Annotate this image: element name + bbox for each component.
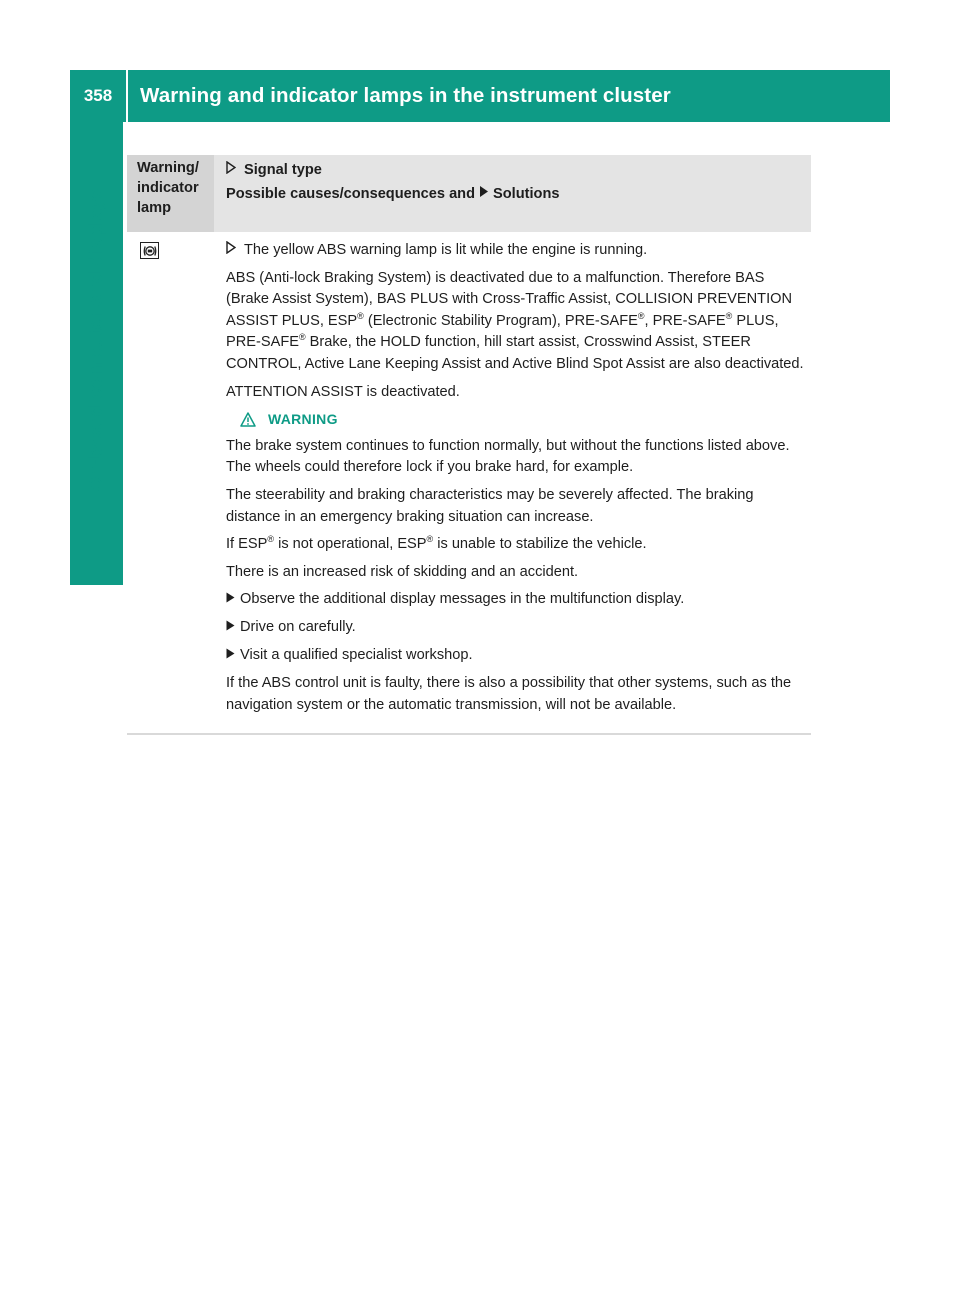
cause-text: (Electronic Stability Program), PRE-SAFE [363,312,638,329]
action-step [226,589,811,611]
cause-text: Brake, the HOLD function, hill start assist, Crosswind Assist, STEER CONTROL, Active Lane Keeping Assist and Active Blind Spot Assist are also deactivated. [226,334,804,372]
warning-text-part: If ESP [226,536,268,553]
registered-mark: ® [357,310,364,321]
signal-description [226,240,811,262]
cause-paragraph [226,268,811,376]
registered-mark: ® [426,534,434,545]
signal-type-label: Signal type [244,162,322,178]
solid-triangle-icon [479,186,489,201]
chapter-label: On-board computer and displays [86,188,107,492]
registered-mark: ® [298,332,306,343]
column-header-signal [214,155,811,232]
cause-text: , PRE-SAFE [644,312,726,329]
action-step-text: Visit a qualified specialist workshop. [240,647,473,664]
warning-text: There is an increased risk of skidding and an accident. [226,563,579,580]
warning-triangle-icon [240,412,256,427]
warning-text: The steerability and braking characteristics may be severely affected. The braking distance in an emergency braking situation can increase. [226,487,754,525]
table-header [127,155,811,232]
warning-heading [226,409,811,430]
warning-text-part: is unable to stabilize the vehicle. [433,536,647,553]
causes-label: Possible causes/consequences and [226,185,476,202]
cause-text: PLUS, PRE-SAFE [226,312,779,351]
column-header-lamp: Warning/ indicator lamp [127,155,214,232]
page-header [70,70,890,122]
outline-triangle-icon [226,240,240,262]
warning-text [226,534,811,556]
registered-mark: ® [637,310,645,321]
action-arrow-icon [226,645,240,667]
warning-label: WARNING [268,411,338,428]
lamp-cell [127,232,214,723]
action-step-text: Observe the additional display messages in the multifunction display. [240,591,685,608]
abs-lamp-icon [140,242,159,259]
table-row [127,232,811,735]
attention-assist-note: ATTENTION ASSIST is deactivated. [226,383,460,400]
warning-lamp-table [127,155,811,735]
cause-text: ABS (Anti-lock Braking System) is deactivated due to a malfunction. Therefore BAS (Brake Assist System), BAS PLUS with Cross-Traffic Assist, COLLISION PREVENTION ASSIST PLUS, ESP [226,269,793,329]
warning-text: The brake system continues to function normally, but without the functions listed above. The wheels could therefore lock if you brake hard, for example. [226,437,790,476]
action-step [226,645,811,667]
description-cell [214,232,811,723]
warning-text-part: is not operational, ESP [274,536,427,553]
page-number: 358 [83,86,113,105]
outline-triangle-icon [226,160,240,182]
action-step-text: Drive on carefully. [240,619,356,636]
registered-mark: ® [725,310,733,321]
signal-text: The yellow ABS warning lamp is lit while the engine is running. [244,242,648,258]
registered-mark: ® [267,534,275,545]
solutions-label: Solutions [493,185,560,202]
footer-note: If the ABS control unit is faulty, there is also a possibility that other systems, such as the navigation system or the automatic transmission, will not be available. [226,675,792,714]
section-title: Warning and indicator lamps in the instrument cluster [140,84,671,107]
action-step [226,617,811,639]
action-arrow-icon [226,589,240,611]
action-arrow-icon [226,617,240,639]
